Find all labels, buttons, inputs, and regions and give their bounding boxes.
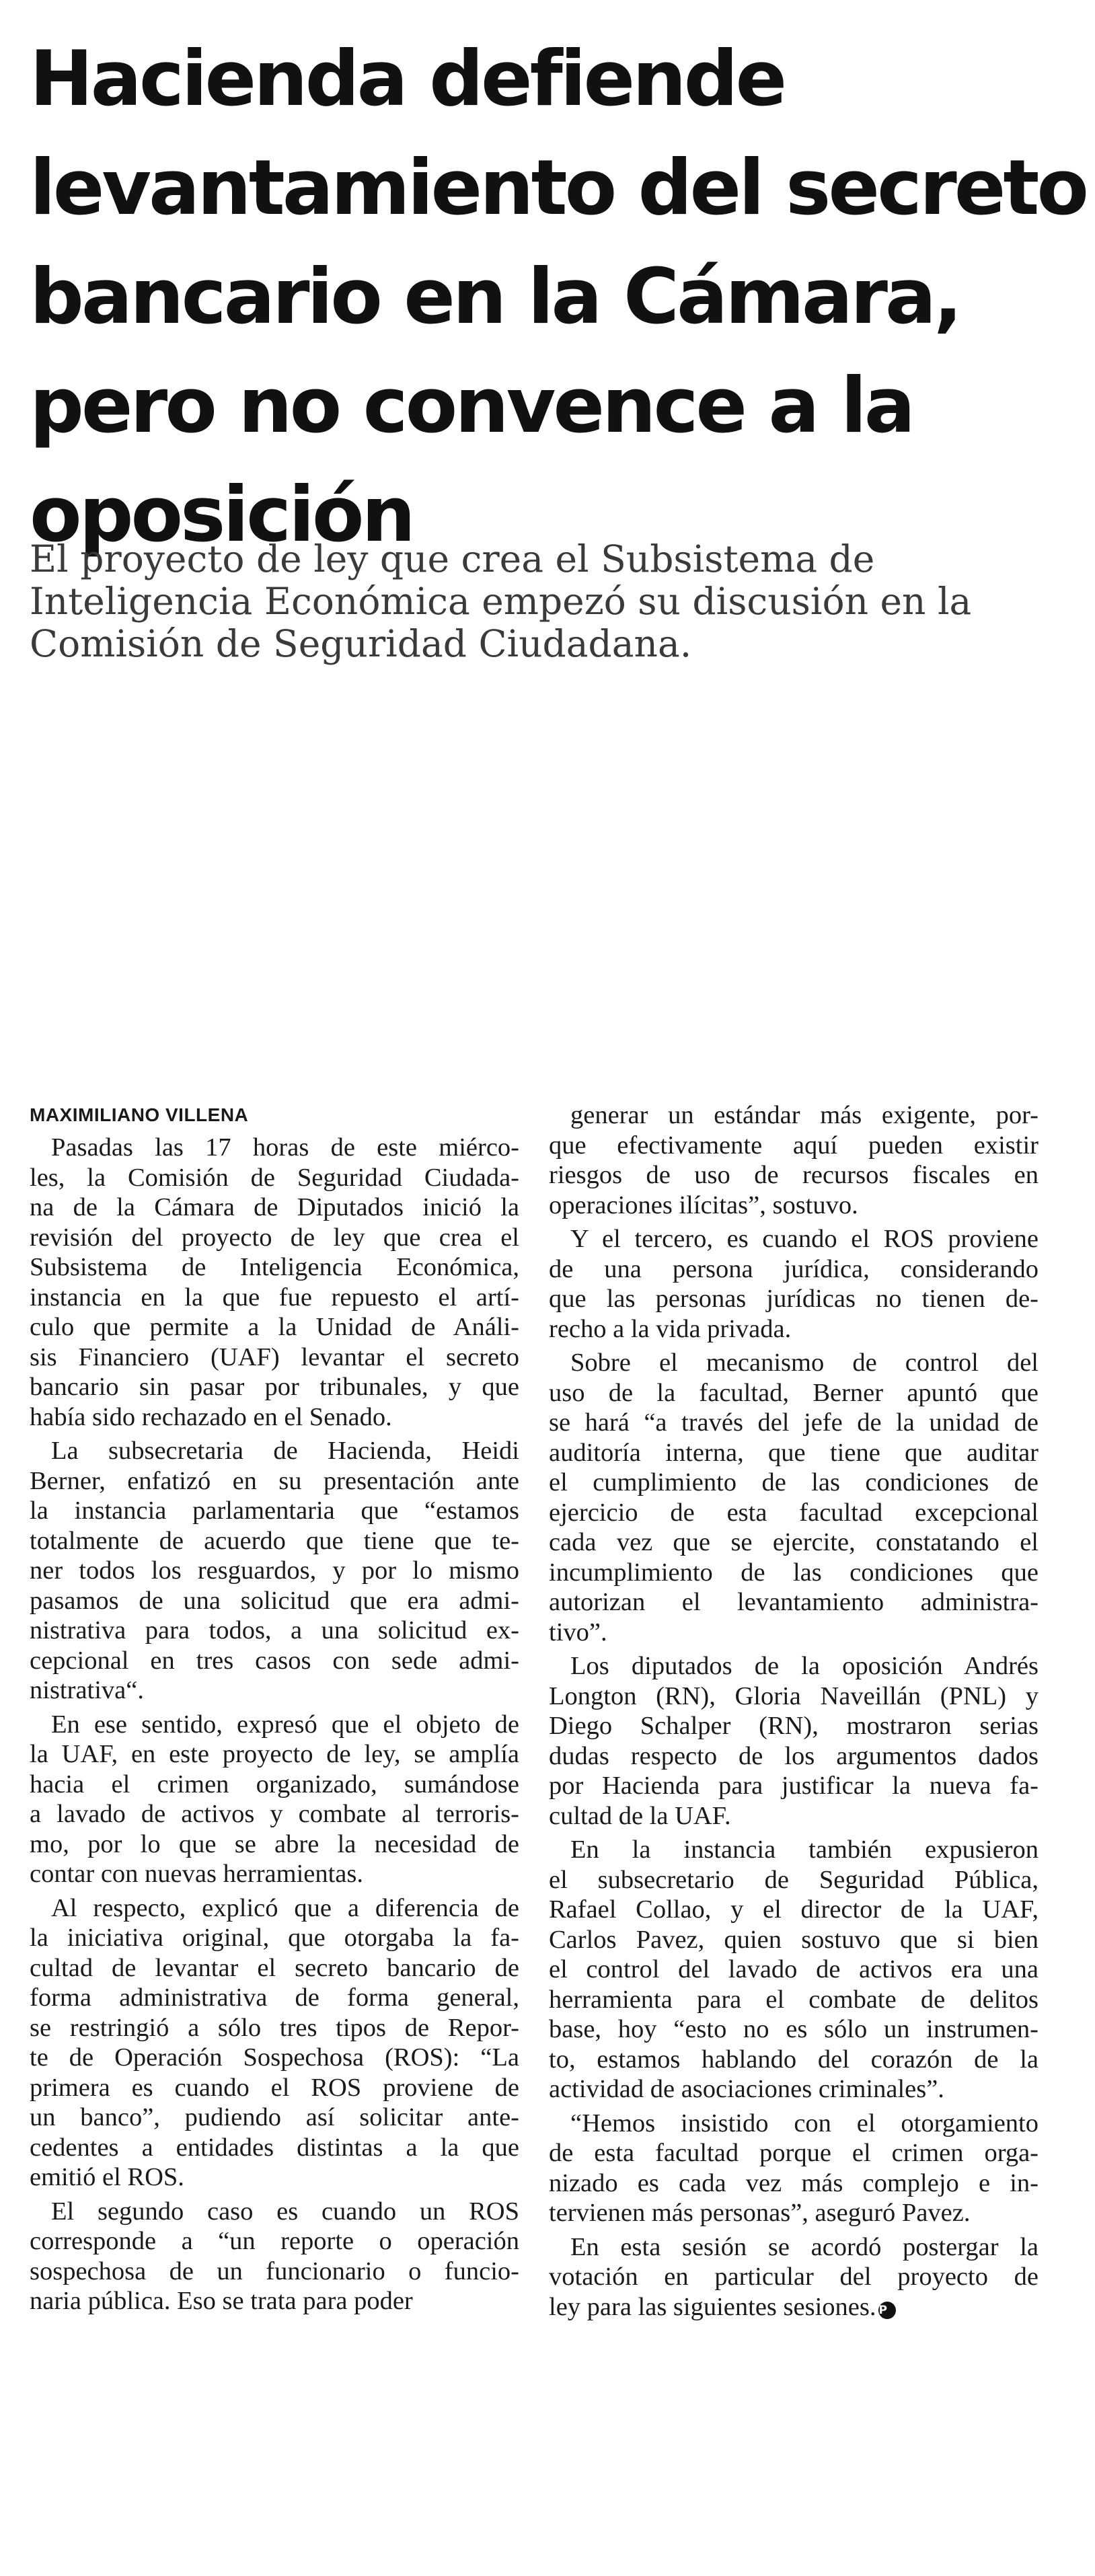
headline-line: bancario en la Cámara, xyxy=(30,252,960,341)
article-line: primera es cuando el ROS proviene de xyxy=(30,2073,519,2102)
headline-line: levantamiento del secreto xyxy=(30,143,1087,232)
article-line: revisión del proyecto de ley que crea el xyxy=(30,1223,519,1252)
article-line: Al respecto, explicó que a diferencia de xyxy=(51,1893,519,1922)
article-line: recho a la vida privada. xyxy=(549,1314,792,1343)
article-line: tervienen más personas”, aseguró Pavez. xyxy=(549,2199,971,2227)
article-line: mo, por lo que se abre la necesidad de xyxy=(30,1829,519,1858)
article-column-right xyxy=(549,1100,1039,2326)
deck-line: Inteligencia Económica empezó su discusión en la xyxy=(30,580,972,623)
article-line: la UAF, en este proyecto de ley, se amplía xyxy=(30,1740,519,1768)
article-line: generar un estándar más exigente, por- xyxy=(570,1101,1039,1129)
article-line: sospechosa de un funcionario o funcio- xyxy=(30,2257,519,2285)
article-line: la instancia parlamentaria que “estamos xyxy=(30,1497,519,1525)
article-line: En esta sesión se acordó postergar la xyxy=(570,2232,1039,2261)
article-line: cultad de levantar el secreto bancario de xyxy=(30,1953,519,1982)
article-paragraph xyxy=(30,2197,519,2316)
article-line: autorizan el levantamiento administra- xyxy=(549,1588,1039,1616)
article-line: actividad de asociaciones criminales”. xyxy=(549,2075,944,2103)
article-line: Y el tercero, es cuando el ROS proviene xyxy=(570,1225,1039,1253)
article-line: el control del lavado de activos era una xyxy=(549,1955,1039,1983)
article-line: Diego Schalper (RN), mostraron serias xyxy=(549,1712,1039,1740)
article-line: a lavado de activos y combate al terroris- xyxy=(30,1800,519,1828)
article-line: cepcional en tres casos con sede admi- xyxy=(30,1646,519,1675)
article-line: to, estamos hablando del corazón de la xyxy=(549,2045,1039,2074)
article-line: nizado es cada vez más complejo e in- xyxy=(549,2168,1039,2197)
article-line: la iniciativa original, que otorgaba la fa- xyxy=(30,1924,519,1952)
article-line: Longton (RN), Gloria Naveillán (PNL) y xyxy=(549,1681,1039,1710)
article-line: había sido rechazado en el Senado. xyxy=(30,1402,392,1431)
article-line: que las personas jurídicas no tienen de- xyxy=(549,1285,1039,1313)
article-line: por Hacienda para justificar la nueva fa- xyxy=(549,1772,1039,1800)
article-line: operaciones ilícitas”, sostuvo. xyxy=(549,1190,858,1219)
article-line: el subsecretario de Seguridad Pública, xyxy=(549,1865,1039,1894)
article-column-left xyxy=(30,1133,519,2320)
article-line: Subsistema de Inteligencia Económica, xyxy=(30,1253,519,1281)
article-paragraph xyxy=(30,1436,519,1706)
article-line: La subsecretaria de Hacienda, Heidi xyxy=(51,1437,519,1465)
article-line: culo que permite a la Unidad de Análi- xyxy=(30,1313,519,1341)
article-line: sis Financiero (UAF) levantar el secreto xyxy=(30,1342,519,1371)
end-of-article-icon: P xyxy=(878,2302,896,2319)
article-line: nistrativa“. xyxy=(30,1676,144,1704)
article-line: el cumplimiento de las condiciones de xyxy=(549,1468,1039,1497)
article-line: tivo”. xyxy=(549,1618,607,1646)
article-line: Sobre el mecanismo de control del xyxy=(570,1349,1039,1377)
article-line: emitió el ROS. xyxy=(30,2163,184,2191)
article-line: ner todos los resguardos, y por lo mismo xyxy=(30,1556,519,1585)
article-line: naria pública. Eso se trata para poder xyxy=(30,2287,413,2315)
article-paragraph xyxy=(549,2232,1039,2322)
article-line: instancia en la que fue repuesto el artí- xyxy=(30,1283,519,1312)
article-line: Pasadas las 17 horas de este miérco- xyxy=(51,1133,519,1162)
article-line: les, la Comisión de Seguridad Ciudada- xyxy=(30,1163,519,1192)
article-line: hacia el crimen organizado, sumándose xyxy=(30,1770,519,1798)
article-line: incumplimiento de las condiciones que xyxy=(549,1558,1039,1587)
deck-line: Comisión de Seguridad Ciudadana. xyxy=(30,622,692,665)
article-line: de una persona jurídica, considerando xyxy=(549,1254,1039,1283)
article-line: un banco”, pudiendo así solicitar ante- xyxy=(30,2103,519,2131)
article-line: que efectivamente aquí pueden existir xyxy=(549,1131,1039,1160)
article-paragraph xyxy=(549,1835,1039,2105)
article-line: dudas respecto de los argumentos dados xyxy=(549,1741,1039,1770)
article-line: se hará “a través del jefe de la unidad de xyxy=(549,1408,1039,1437)
article-line: ejercicio de esta facultad excepcional xyxy=(549,1498,1039,1527)
headline-line: Hacienda defiende xyxy=(30,34,785,123)
article-line: El segundo caso es cuando un ROS xyxy=(51,2197,519,2226)
article-paragraph xyxy=(30,1893,519,2193)
article-line: bancario sin pasar por tribunales, y que xyxy=(30,1373,519,1401)
article-line: contar con nuevas herramientas. xyxy=(30,1860,364,1888)
article-line: cada vez que se ejercite, constatando el xyxy=(549,1528,1039,1556)
article-line: pasamos de una solicitud que era admi- xyxy=(30,1586,519,1615)
article-line: te de Operación Sospechosa (ROS): “La xyxy=(30,2043,519,2072)
article-line: na de la Cámara de Diputados inició la xyxy=(30,1193,519,1221)
article-paragraph xyxy=(549,1224,1039,1344)
article-line: “Hemos insistido con el otorgamiento xyxy=(570,2109,1039,2137)
article-line: totalmente de acuerdo que tiene que te- xyxy=(30,1526,519,1555)
article-line: uso de la facultad, Berner apuntó que xyxy=(549,1378,1039,1407)
article-paragraph xyxy=(549,1348,1039,1647)
article-line: corresponde a “un reporte o operación xyxy=(30,2227,519,2255)
article-line: base, hoy “esto no es sólo un instrumen- xyxy=(549,2015,1039,2043)
article-line: En ese sentido, expresó que el objeto de xyxy=(51,1710,519,1739)
byline: MAXIMILIANO VILLENA xyxy=(30,1104,249,1125)
article-paragraph xyxy=(549,1651,1039,1831)
article-line: Los diputados de la oposición Andrés xyxy=(570,1652,1039,1680)
article-line: se restringió a sólo tres tipos de Repor- xyxy=(30,2013,519,2042)
article-paragraph xyxy=(30,1710,519,1889)
article-line: votación en particular del proyecto de xyxy=(549,2263,1039,2291)
headline-line: pero no convence a la xyxy=(30,361,913,450)
article-line: cultad de la UAF. xyxy=(549,1801,731,1830)
article-line: En la instancia también expusieron xyxy=(570,1835,1039,1864)
article-line: nistrativa para todos, a una solicitud ex- xyxy=(30,1616,519,1644)
article-line: riesgos de uso de recursos fiscales en xyxy=(549,1161,1039,1189)
deck-line: El proyecto de ley que crea el Subsistema de xyxy=(30,537,875,580)
article-line: Berner, enfatizó en su presentación ante xyxy=(30,1466,519,1495)
headline-line: oposición xyxy=(30,470,413,559)
headline xyxy=(30,24,1087,569)
article-line: auditoría interna, que tiene que auditar xyxy=(549,1438,1039,1467)
article-line: de esta facultad porque el crimen orga- xyxy=(549,2139,1039,2167)
article-line: Carlos Pavez, quien sostuvo que si bien xyxy=(549,1925,1039,1954)
article-paragraph xyxy=(30,1133,519,1432)
article-line: ley para las siguientes sesiones. P xyxy=(549,2292,1039,2322)
article-paragraph xyxy=(549,2109,1039,2228)
deck-subtitle xyxy=(30,538,1065,665)
article-paragraph xyxy=(549,1100,1039,1220)
article-line: Rafael Collao, y el director de la UAF, xyxy=(549,1895,1039,1924)
article-line: cedentes a entidades distintas a la que xyxy=(30,2133,519,2162)
article-line: forma administrativa de forma general, xyxy=(30,1983,519,2012)
article-line: herramienta para el combate de delitos xyxy=(549,1985,1039,2014)
